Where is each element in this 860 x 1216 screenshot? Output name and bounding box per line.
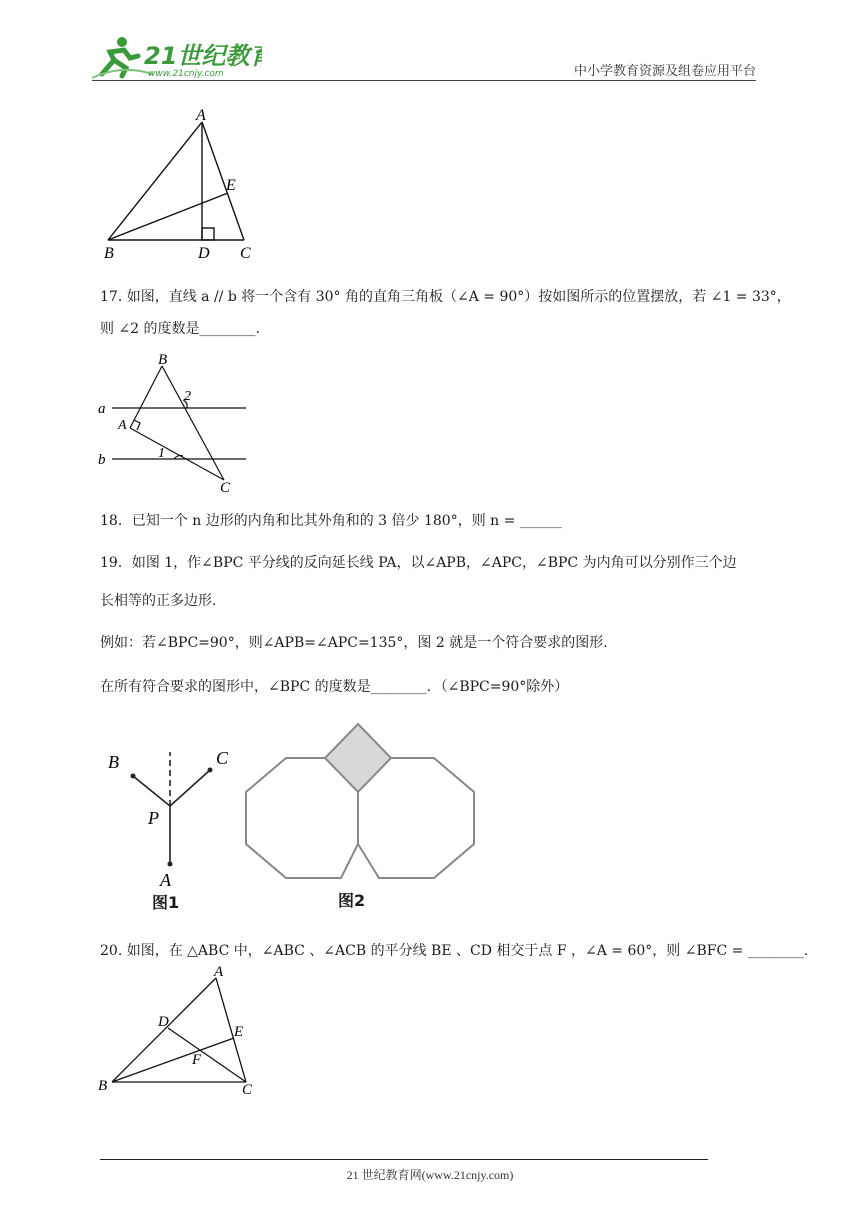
triangle-abc-figure [100, 108, 270, 264]
label-a: A [118, 418, 127, 433]
label-a: A [214, 966, 224, 980]
label-line-b: b [98, 452, 106, 468]
label-line-a: a [98, 401, 106, 417]
q19-line4: 在所有符合要求的图形中，∠BPC 的度数是________．（∠BPC=90°除外） [100, 679, 569, 695]
label-a: A [196, 108, 206, 124]
q19-figure1 [100, 740, 240, 920]
label-b: B [108, 752, 119, 772]
runner-icon [92, 37, 152, 78]
q17-line2: 则 ∠2 的度数是________. [100, 321, 260, 337]
header-divider [92, 80, 756, 81]
figure2-caption: 图2 [338, 891, 366, 910]
label-c: C [220, 480, 231, 496]
q19-line3: 例如：若∠BPC=90°，则∠APB=∠APC=135°，图 2 就是一个符合要求的图形. [100, 635, 608, 651]
label-b: B [98, 1078, 108, 1094]
q19-figure2 [244, 720, 476, 910]
label-c: C [240, 245, 251, 260]
logo-text: 21世纪教育 [144, 42, 262, 70]
label-one: 1 [158, 446, 165, 461]
label-b: B [104, 245, 114, 260]
label-e: E [234, 1024, 244, 1040]
figure1-caption: 图1 [152, 893, 180, 912]
label-c: C [242, 1082, 253, 1098]
q19-line1: 19．如图 1，作∠BPC 平分线的反向延长线 PA，以∠APB，∠APC，∠BPC 为内角可以分别作三个边 [100, 555, 737, 571]
q19-line2: 长相等的正多边形. [100, 593, 217, 609]
footer-link[interactable]: 21 世纪教育网(www.21cnjy.com) [346, 1168, 514, 1182]
octagon-right [358, 758, 474, 878]
q20-figure [96, 966, 266, 1104]
center-square [325, 724, 391, 792]
site-logo [92, 34, 262, 80]
logo-url: www.21cnjy.com [148, 69, 224, 79]
label-d: D [158, 1014, 169, 1030]
q20-text: 20. 如图，在 △ABC 中，∠ABC 、∠ACB 的平分线 BE 、CD 相交于点 F ，∠A = 60°，则 ∠BFC = ________. [100, 943, 809, 959]
label-p: P [148, 808, 159, 828]
q18-text: 18．已知一个 n 边形的内角和比其外角和的 3 倍少 180°，则 n = ______ [100, 513, 562, 529]
label-two: 2 [184, 389, 191, 404]
header-right-text: 中小学教育资源及组卷应用平台 [573, 64, 756, 79]
label-a: A [160, 870, 171, 890]
footer-divider [100, 1159, 708, 1160]
label-e: E [226, 177, 236, 194]
label-d: D [198, 245, 210, 260]
label-c: C [216, 748, 229, 768]
label-f: F [192, 1052, 202, 1068]
label-b: B [158, 352, 168, 368]
q17-figure [96, 350, 256, 502]
q17-line1: 17. 如图，直线 a // b 将一个含有 30° 角的直角三角板（∠A = 90°）按如图所示的位置摆放，若 ∠1 = 33°， [100, 289, 791, 305]
